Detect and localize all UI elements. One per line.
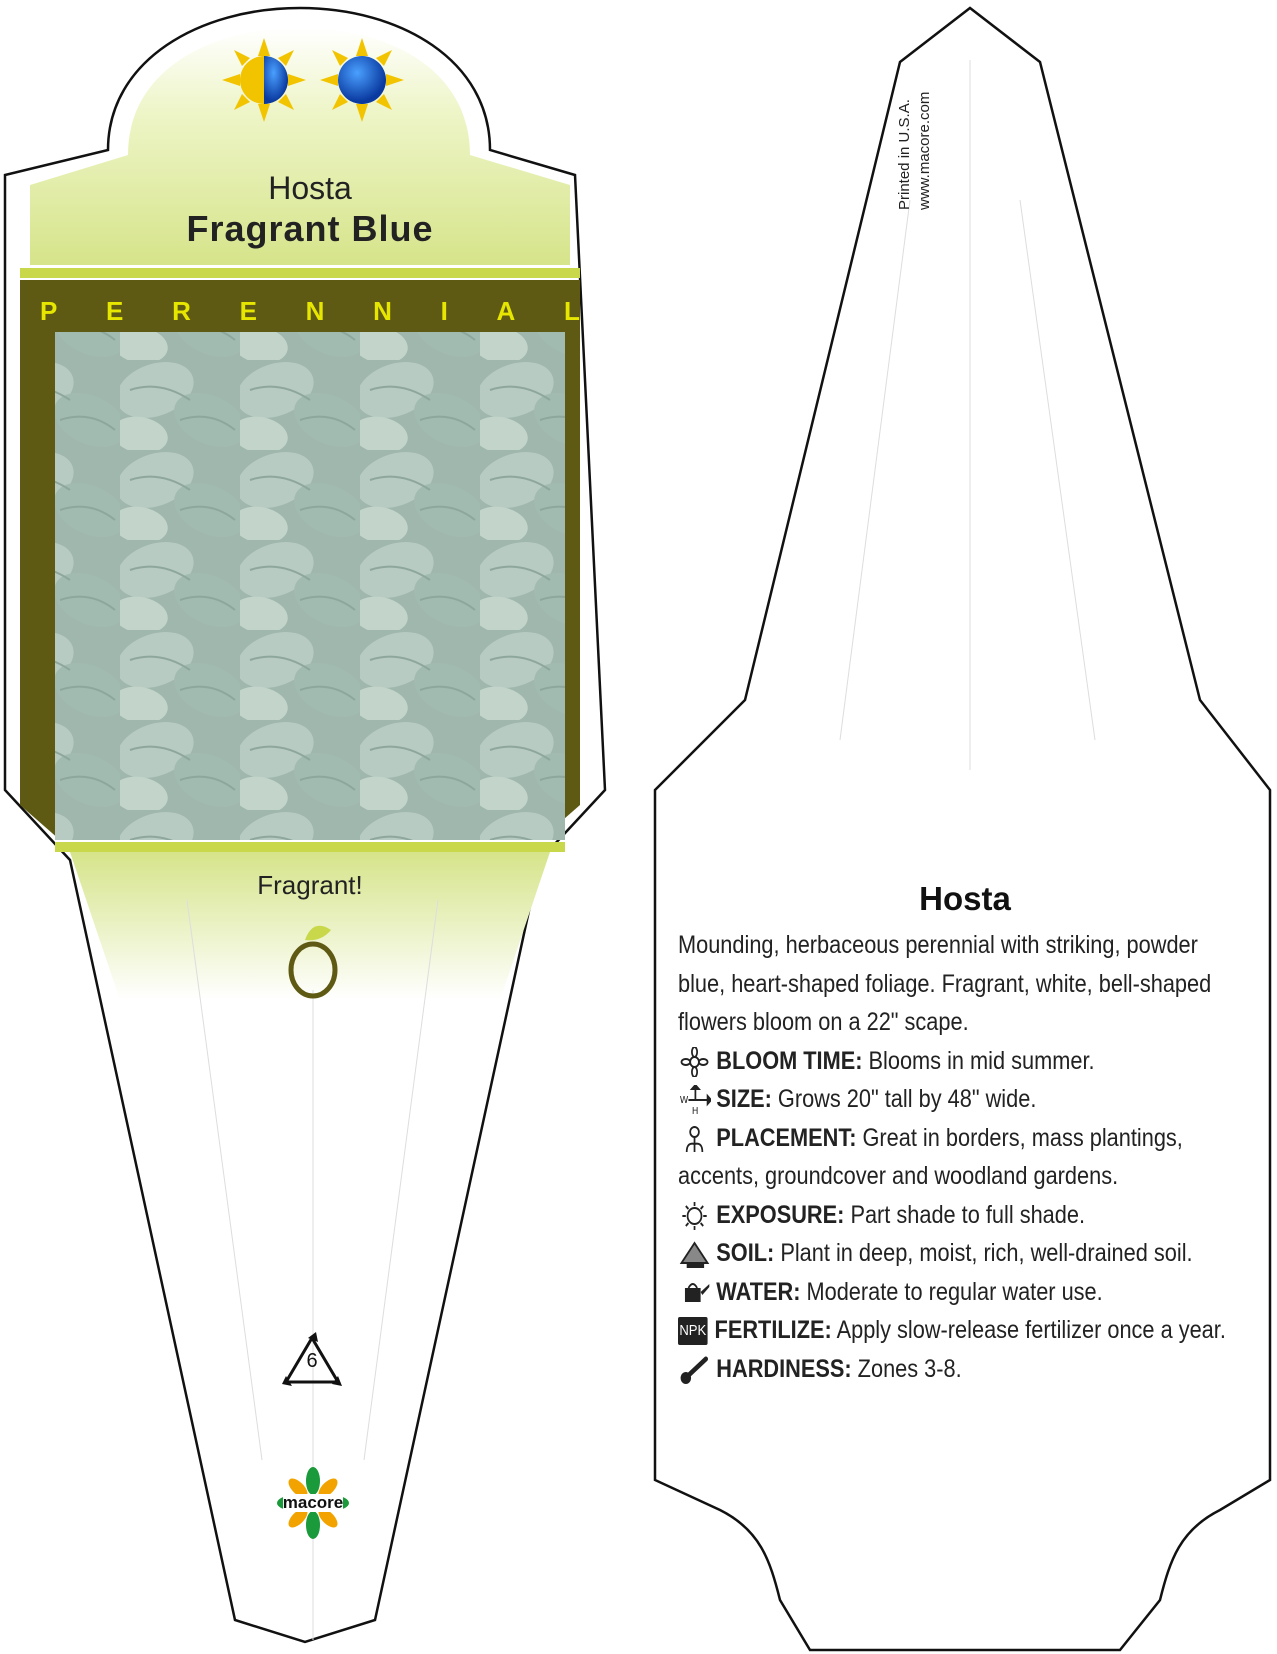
soil-icon <box>678 1239 711 1269</box>
flower-icon <box>678 1047 711 1077</box>
attribute-text: Plant in deep, moist, rich, well-drained soil. <box>780 1239 1193 1267</box>
category-letter: N <box>305 296 325 326</box>
description: Mounding, herbaceous perennial with striking, powder blue, heart-shaped foliage. Fragrant, white, bell-shaped flowers bloom on a 22" scape. <box>678 931 1212 1036</box>
attribute-text: Great in borders, mass plantings, accents, groundcover and woodland gardens. <box>678 1123 1183 1190</box>
cultivar-name: Fragrant Blue <box>186 208 434 249</box>
attribute-text: Blooms in mid summer. <box>868 1046 1095 1075</box>
attribute-label: EXPOSURE: <box>716 1200 845 1229</box>
svg-text:H: H <box>691 1105 699 1116</box>
shade-icon <box>320 38 404 122</box>
sun-outline-icon <box>678 1201 711 1231</box>
size-arrows-icon <box>678 1085 711 1115</box>
attribute-text: Apply slow-release fertilizer once a year. <box>836 1316 1226 1344</box>
back-title: Hosta <box>919 880 1011 917</box>
attribute-placement <box>678 1119 1235 1196</box>
thermometer-icon <box>678 1355 711 1385</box>
watering-can-icon <box>678 1278 711 1308</box>
category-letter: I <box>440 296 448 326</box>
placement-icon <box>678 1124 711 1154</box>
back-tag-outline <box>655 8 1270 1650</box>
care-info <box>678 926 1235 1388</box>
attribute-fertilize <box>678 1311 1235 1350</box>
category-letter: A <box>496 296 516 326</box>
recycle-code: 6 <box>306 1350 318 1372</box>
attribute-label: SIZE: <box>716 1085 772 1113</box>
attribute-soil <box>678 1234 1235 1273</box>
npk-icon: NPK <box>678 1317 708 1345</box>
attribute-text: Part shade to full shade. <box>850 1200 1086 1229</box>
attribute-text: Moderate to regular water use. <box>806 1277 1103 1306</box>
print-info <box>895 0 935 210</box>
category-label <box>40 296 580 332</box>
attribute-label: BLOOM TIME: <box>716 1046 863 1075</box>
common-name: Hosta <box>268 170 352 206</box>
attribute-text: Grows 20" tall by 48" wide. <box>777 1085 1037 1113</box>
lime-divider-bottom <box>55 842 565 852</box>
attribute-hardiness <box>678 1350 1235 1389</box>
feature-text: Fragrant! <box>257 870 363 900</box>
attribute-size <box>678 1080 1235 1119</box>
category-letter: R <box>172 296 191 326</box>
category-letter: L <box>564 296 580 326</box>
attribute-label: HARDINESS: <box>716 1354 852 1383</box>
attribute-label: WATER: <box>716 1277 801 1306</box>
brand-name: macore <box>282 1493 344 1512</box>
category-letter: N <box>373 296 392 326</box>
attribute-label: PLACEMENT: <box>716 1123 857 1152</box>
attribute-text: Zones 3-8. <box>857 1354 962 1383</box>
attribute-bloom-time <box>678 1042 1235 1081</box>
part-sun-icon <box>222 38 306 122</box>
category-letter: E <box>106 296 124 326</box>
category-letter: P <box>40 296 58 326</box>
lime-divider <box>20 268 580 278</box>
website: www.macore.com <box>916 91 933 210</box>
svg-text:W: W <box>679 1094 689 1107</box>
attribute-exposure <box>678 1196 1235 1235</box>
attribute-label: FERTILIZE: <box>714 1316 832 1344</box>
category-letter: E <box>239 296 257 326</box>
attribute-water <box>678 1273 1235 1312</box>
plant-photo <box>55 332 565 840</box>
attribute-label: SOIL: <box>716 1239 775 1267</box>
printed-in: Printed in U.S.A. <box>896 99 913 210</box>
